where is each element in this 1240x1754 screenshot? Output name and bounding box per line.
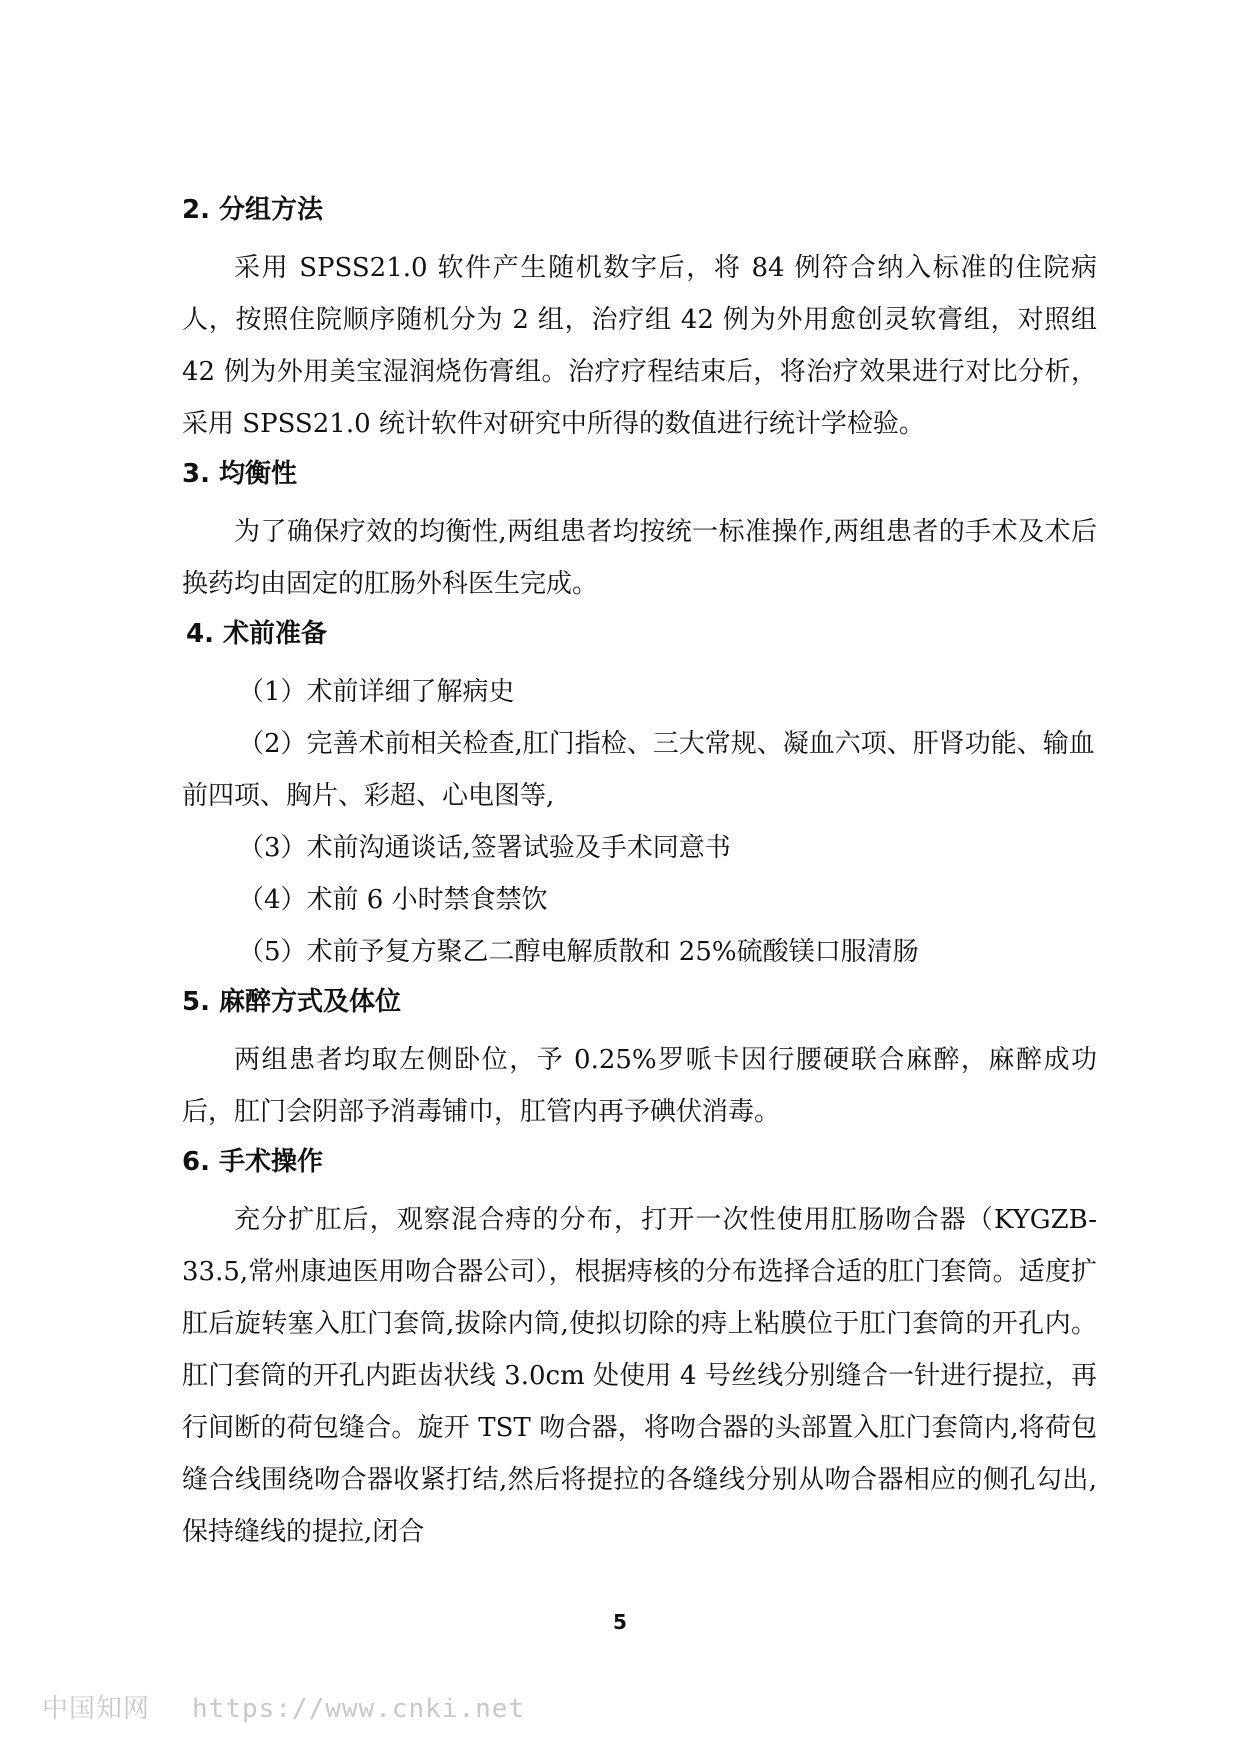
- preop-item-5: （5）术前予复方聚乙二醇电解质散和 25%硫酸镁口服清肠: [238, 937, 919, 967]
- preop-item-3: （3）术前沟通谈话,签署试验及手术同意书: [238, 833, 731, 863]
- section-body-balance: 为了确保疗效的均衡性,两组患者均按统一标准操作,两组患者的手术及术后换药均由固定的肛肠外科医生完成。: [182, 517, 1097, 599]
- section-heading-grouping: 2. 分组方法: [182, 195, 324, 225]
- document-body: [182, 190, 1097, 1562]
- preop-item-4: （4）术前 6 小时禁食禁饮: [238, 885, 548, 915]
- section-body-grouping: 采用 SPSS21.0 软件产生随机数字后，将 84 例符合纳入标准的住院病人，按照住院顺序随机分为 2 组，治疗组 42 例为外用愈创灵软膏组，对照组 42 例为外用美宝湿润烧伤膏组。治疗疗程结束后，将治疗效果进行对比分析，采用 SPSS21.0 统计软件对研究中所得的数值进行统计学检验。: [182, 253, 1097, 439]
- preop-item-1: （1）术前详细了解病史: [238, 677, 515, 707]
- section-body-anesthesia: 两组患者均取左侧卧位，予 0.25%罗哌卡因行腰硬联合麻醉，麻醉成功后，肛门会阴部予消毒铺巾，肛管内再予碘伏消毒。: [182, 1045, 1097, 1127]
- section-heading-anesthesia: 5. 麻醉方式及体位: [182, 987, 402, 1017]
- section-heading-balance: 3. 均衡性: [182, 459, 298, 489]
- watermark: [42, 1688, 525, 1725]
- page-number: 5: [613, 1610, 627, 1634]
- watermark-url: https://www.cnki.net: [192, 1694, 526, 1724]
- section-heading-preop: 4. 术前准备: [186, 619, 328, 649]
- watermark-site-name: 中国知网: [42, 1694, 151, 1724]
- section-heading-surgery: 6. 手术操作: [182, 1147, 324, 1177]
- preop-item-2: （2）完善术前相关检查,肛门指检、三大常规、凝血六项、肝肾功能、输血前四项、胸片、彩超、心电图等,: [182, 729, 1095, 811]
- section-body-surgery: 充分扩肛后，观察混合痔的分布，打开一次性使用肛肠吻合器（KYGZB-33.5,常州康迪医用吻合器公司），根据痔核的分布选择合适的肛门套筒。适度扩肛后旋转塞入肛门套筒,拔除内筒,使拟切除的痔上粘膜位于肛门套筒的开孔内。肛门套筒的开孔内距齿状线 3.0cm 处使用 4 号丝线分别缝合一针进行提拉，再行间断的荷包缝合。旋开 TST 吻合器，将吻合器的头部置入肛门套筒内,将荷包缝合线围绕吻合器收紧打结,然后将提拉的各缝线分别从吻合器相应的侧孔勾出,保持缝线的提拉,闭合: [182, 1205, 1097, 1547]
